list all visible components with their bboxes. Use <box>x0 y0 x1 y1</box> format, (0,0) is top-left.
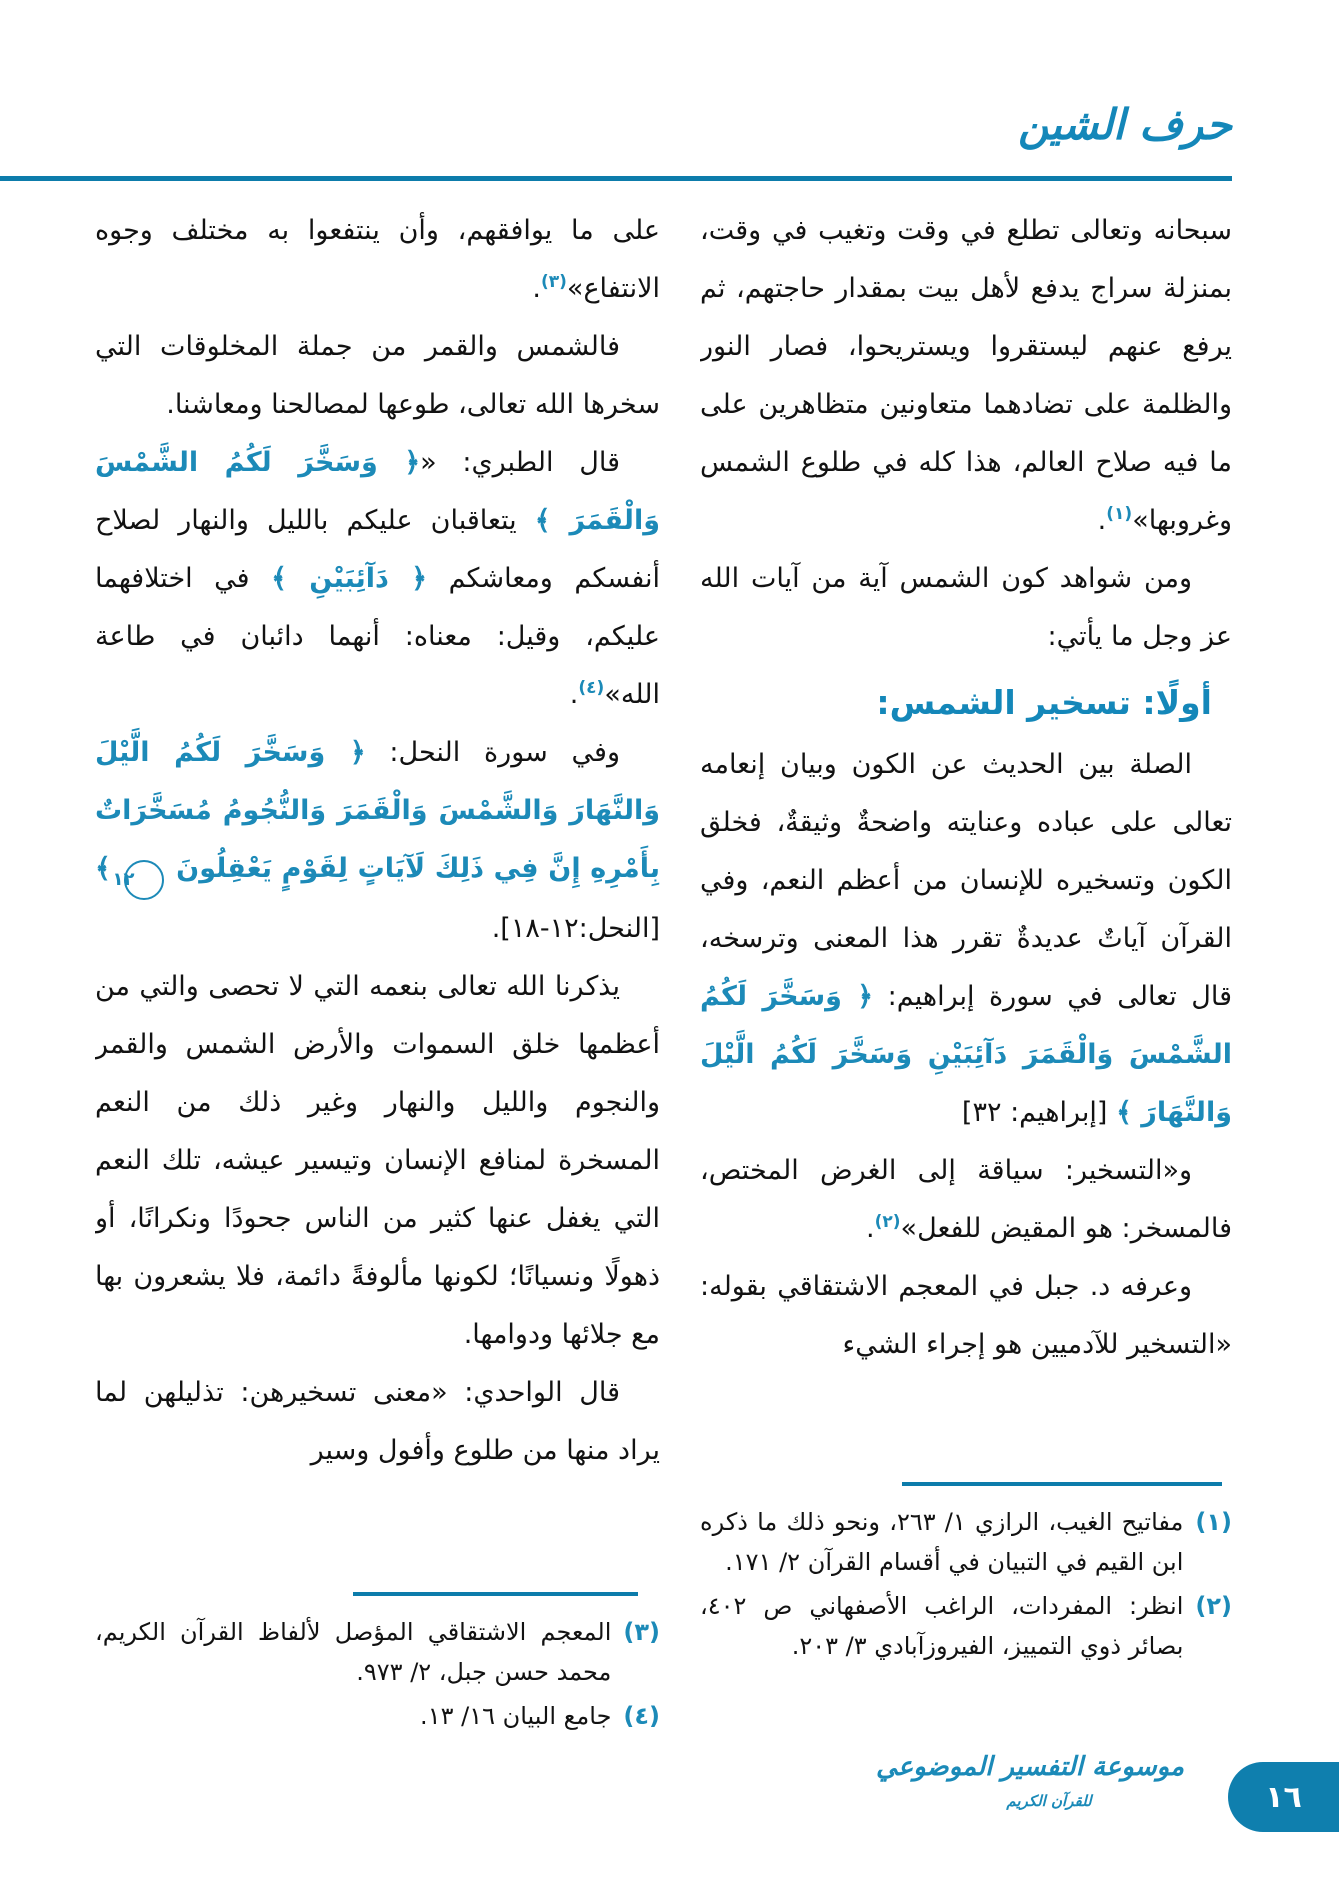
footnotes-left <box>95 1592 660 1762</box>
footnote-text: جامع البيان ١٦/ ١٣. <box>420 1702 612 1730</box>
body-text: قال الواحدي: «معنى تسخيرهن: تذليلهن لما يراد منها من طلوع وأفول وسير <box>95 1377 660 1466</box>
footnote <box>700 1502 1232 1582</box>
footnote <box>700 1586 1232 1666</box>
body-text: . <box>1097 505 1107 536</box>
body-text: يذكرنا الله تعالى بنعمه التي لا تحصى والتي من أعظمها خلق السموات والأرض الشمس والقمر والنجوم والليل والنهار وغير ذلك من النعم المسخرة لمنافع الإنسان وتيسير عيشه، تلك النعم التي يغفل عنها كثير من الناس جحودًا ونكرانًا، أو ذهولًا ونسيانًا؛ لكونها مألوفةً دائمة، فلا يشعرون بها مع جلائها ودوامها. <box>95 971 660 1350</box>
footnote-separator <box>353 1592 638 1596</box>
footnote-marker: (٢) <box>1195 1592 1232 1620</box>
paragraph <box>700 1258 1232 1374</box>
footnote-text: مفاتيح الغيب، الرازي ١/ ٢٦٣، ونحو ذلك ما ذكره ابن القيم في التبيان في أقسام القرآن ٢/ ١٧١. <box>700 1508 1184 1576</box>
footnote-separator <box>902 1482 1222 1486</box>
page-number: ١٦ <box>1265 1779 1302 1815</box>
footnote-ref: (٤) <box>578 678 605 698</box>
paragraph <box>700 550 1232 666</box>
footnote <box>95 1612 660 1692</box>
body-text: و«التسخير: سياقة إلى الغرض المختص، فالمسخر: هو المقيض للفعل» <box>700 1155 1232 1244</box>
body-text: . <box>532 273 541 304</box>
column-left <box>95 202 660 1594</box>
publisher-logo <box>876 1744 1184 1812</box>
paragraph <box>95 202 660 318</box>
paragraph <box>95 724 660 958</box>
paragraph <box>95 958 660 1364</box>
heading-text: أولًا: تسخير الشمس: <box>876 683 1212 722</box>
body-text: يتعاقبان عليكم بالليل والنهار لصلاح أنفسكم ومعاشكم <box>95 505 660 594</box>
footnotes-right <box>700 1482 1232 1752</box>
footnote-marker: (٣) <box>623 1618 660 1646</box>
body-text: . <box>569 679 579 710</box>
page-number-badge <box>1228 1762 1339 1832</box>
paragraph <box>95 434 660 724</box>
publisher-logo-subtitle: للقرآن الكريم <box>1006 1792 1092 1810</box>
footnote <box>95 1696 660 1736</box>
section-title: حرف الشين <box>1018 100 1232 149</box>
header-rule <box>0 176 1232 181</box>
paragraph <box>700 736 1232 1142</box>
footnote-marker: (٤) <box>623 1702 660 1730</box>
body-text: قال الطبري: « <box>420 447 620 478</box>
paragraph <box>700 1142 1232 1258</box>
quran-text: ﴿ وَسَخَّرَ لَكُمُ الشَّمْسَ وَالْقَمَرَ ﴾ <box>95 447 660 536</box>
body-text: . <box>866 1213 875 1244</box>
subheading-first-taskheer <box>700 672 1232 734</box>
body-text: فالشمس والقمر من جملة المخلوقات التي سخرها الله تعالى، طوعها لمصالحنا ومعاشنا. <box>95 331 660 420</box>
paragraph <box>95 318 660 434</box>
footnote-text: انظر: المفردات، الراغب الأصفهاني ص ٤٠٢، بصائر ذوي التمييز، الفيروزآبادي ٣/ ٢٠٣. <box>700 1592 1184 1660</box>
body-text: على ما يوافقهم، وأن ينتفعوا به مختلف وجوه الانتفاع» <box>95 215 660 304</box>
body-text: الصلة بين الحديث عن الكون وبيان إنعامه تعالى على عباده وعنايته واضحةٌ وثيقةٌ، فخلق الكون وتسخيره للإنسان من أعظم النعم، وفي القرآن آياتٌ عديدةٌ تقرر هذا المعنى وترسخه، قال تعالى في سورة إبراهيم: <box>700 749 1232 1012</box>
footnote-ref: (١) <box>1106 504 1133 524</box>
body-text: وفي سورة النحل: <box>365 737 620 768</box>
body-text: ومن شواهد كون الشمس آية من آيات الله عز وجل ما يأتي: <box>700 563 1232 652</box>
column-right <box>700 202 1232 1480</box>
verse-number-ornament: ١٢ <box>124 860 164 900</box>
body-text: [النحل:١٢-١٨]. <box>491 913 660 944</box>
paragraph <box>700 202 1232 550</box>
publisher-logo-title: موسوعة التفسير الموضوعي <box>876 1752 1184 1782</box>
footnote-marker: (١) <box>1195 1508 1232 1536</box>
footnote-ref: (٢) <box>874 1212 901 1232</box>
body-text: [إبراهيم: ٣٢] <box>961 1097 1117 1128</box>
body-text: في اختلافهما عليكم، وقيل: معناه: أنهما دائبان في طاعة الله» <box>95 563 660 710</box>
paragraph <box>95 1364 660 1480</box>
footnote-text: المعجم الاشتقاقي المؤصل لألفاظ القرآن الكريم، محمد حسن جبل، ٢/ ٩٧٣. <box>95 1618 612 1686</box>
body-text: وعرفه د. جبل في المعجم الاشتقاقي بقوله: «التسخير للآدميين هو إجراء الشيء <box>700 1271 1232 1360</box>
quran-text: ﴿ وَسَخَّرَ لَكُمُ الَّيْلَ وَالنَّهَارَ وَالشَّمْسَ وَالْقَمَرَ وَالنُّجُومُ مُسَخَّرَاتٌ بِأَمْرِهِ إِنَّ فِي ذَلِكَ لَآيَاتٍ لِقَوْمٍ يَعْقِلُونَ <box>95 737 660 884</box>
quran-text: ﴿ وَسَخَّرَ لَكُمُ الشَّمْسَ وَالْقَمَرَ دَآئِبَيْنِ وَسَخَّرَ لَكُمُ الَّيْلَ وَالنَّهَارَ ﴾ <box>700 981 1232 1128</box>
body-text: سبحانه وتعالى تطلع في وقت وتغيب في وقت، بمنزلة سراج يدفع لأهل بيت بمقدار حاجتهم، ثم يرفع عنهم ليستقروا ويستريحوا، فصار النور والظلمة على تضادهما متعاونين متظاهرين على ما فيه صلاح العالم، هذا كله في طلوع الشمس وغروبها» <box>700 215 1232 536</box>
footnote-ref: (٣) <box>540 272 567 292</box>
quran-text: ﴿ دَآئِبَيْنِ ﴾ <box>271 563 428 594</box>
quran-text: ﴾ <box>95 853 121 884</box>
